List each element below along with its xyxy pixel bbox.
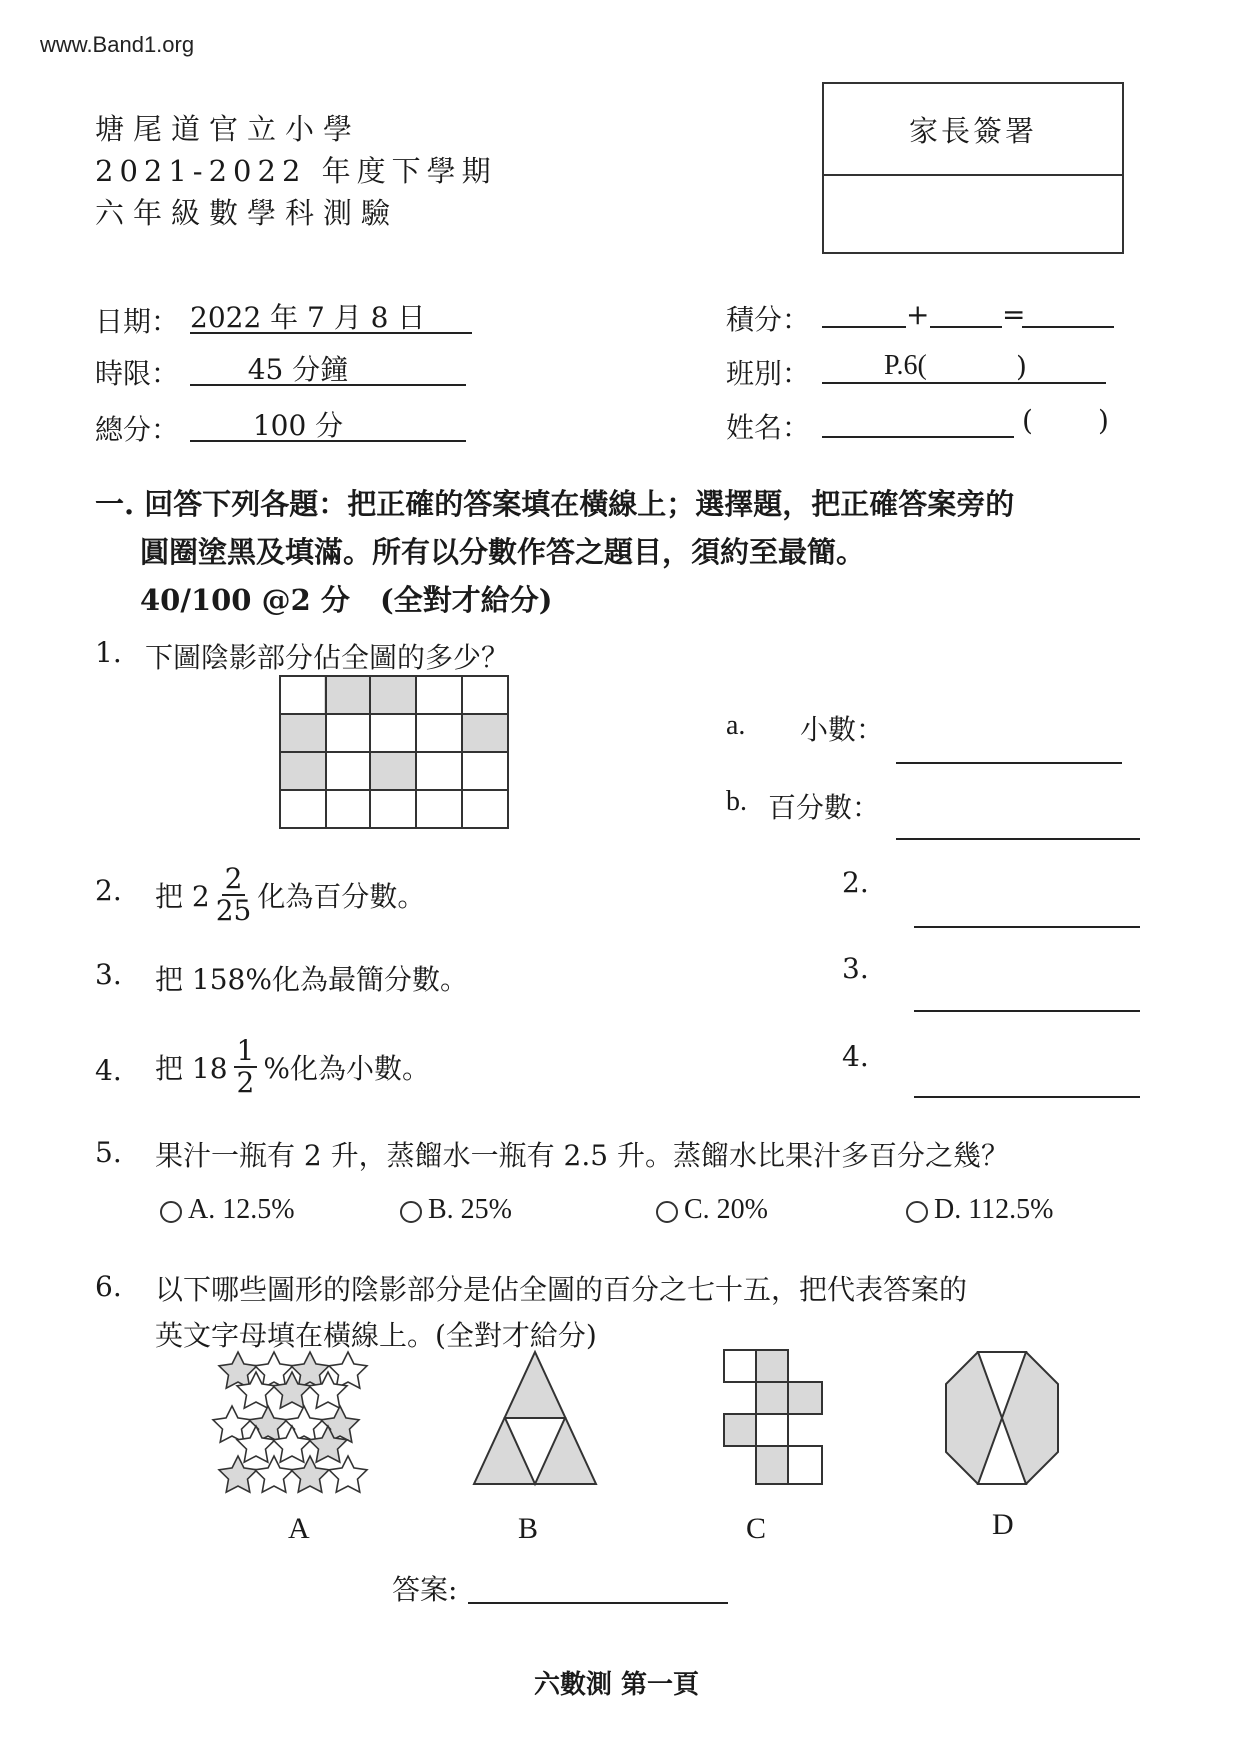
signature-area[interactable] [824,176,1122,252]
q5-option-a-label: A. 12.5% [188,1194,295,1225]
shape-b-triangle [470,1348,600,1488]
q5-option-c-label: C. 20% [684,1194,768,1225]
shape-label-a: A [288,1512,310,1545]
school-name: 塘尾道官立小學 [95,112,362,146]
name-field[interactable] [822,436,1014,438]
q2-answer-number: 2. [842,866,869,899]
date-field [190,296,472,334]
q3-answer-line[interactable] [914,1010,1140,1012]
q2-suffix: 化為百分數。 [257,880,426,913]
page-footer: 六數測 第一頁 [534,1670,700,1700]
q5-option-b[interactable] [400,1194,512,1226]
q1b-answer-line[interactable] [896,838,1140,840]
exam-title: 六年級數學科測驗 [95,196,400,230]
q5-option-a[interactable] [160,1194,295,1226]
star-row-2 [213,1406,359,1462]
q4-prefix: 把 18 [155,1052,228,1085]
score-field-2[interactable] [930,326,1002,328]
q5-option-b-label: B. 25% [428,1194,512,1225]
radio-circle-icon[interactable] [656,1201,678,1223]
q5-number: 5. [95,1136,122,1169]
q2-text [155,864,425,926]
signature-label: 家長簽署 [908,113,1037,148]
q3-answer-number: 3. [842,952,869,985]
q4-number: 4. [95,1054,122,1087]
watermark: www.Band1.org [40,32,195,57]
section-marks: 40/100 @2 分 [140,583,350,617]
q1-text: 下圖陰影部分佔全圖的多少？ [145,641,510,674]
star-row-3 [219,1456,367,1492]
q2-fraction [216,864,252,926]
shape-label-b: B [518,1512,539,1545]
class-close: ) [1016,350,1027,383]
q6-answer-line[interactable] [468,1602,728,1604]
section-instruction-2: 圓圈塗黑及填滿。所有以分數作答之題目，須約至最簡。 [140,535,866,569]
grid-shaded-cell [280,752,326,790]
q1a-text: 小數： [800,713,885,746]
q3-text: 把 158%化為最簡分數。 [155,963,468,996]
q1a-answer-line[interactable] [896,762,1122,764]
section-instruction-1: 一. 回答下列各題：把正確的答案填在橫線上；選擇題，把正確答案旁的 [95,487,1015,521]
q5-option-c[interactable] [656,1194,768,1226]
radio-circle-icon[interactable] [400,1201,422,1223]
q4-suffix: %化為小數。 [263,1052,430,1085]
q5-option-d[interactable] [906,1194,1054,1226]
shape-d-octagon [942,1348,1062,1488]
score-field-1[interactable] [822,326,906,328]
total-field [190,404,466,442]
time-field [190,348,466,386]
q4-numerator: 1 [234,1036,258,1068]
shape-label-d: D [992,1508,1014,1541]
q3-number: 3. [95,958,122,991]
grid-shaded-cell [370,752,416,790]
q2-prefix: 把 2 [155,880,210,913]
name-paren-open: ( [1022,404,1033,437]
q2-denominator: 25 [215,894,252,927]
q5-text: 果汁一瓶有 2 升，蒸餾水一瓶有 2.5 升。蒸餾水比果汁多百分之幾？ [155,1139,1009,1172]
grid-shaded-cell [280,714,326,752]
q2-numerator: 2 [222,864,246,896]
q2-number: 2. [95,874,122,907]
q4-answer-line[interactable] [914,1096,1140,1098]
q4-fraction [234,1036,258,1098]
section-marks-note: (全對才給分) [380,583,553,617]
q5-option-d-label: D. 112.5% [934,1194,1054,1225]
date-value: 2022 年 7 月 8 日 [190,301,426,334]
school-term: 2021-2022 年度下學期 [95,154,497,188]
shape-label-c: C [746,1512,767,1545]
q6-text-line2: 英文字母填在橫線上。(全對才給分) [155,1319,597,1352]
score-label: 積分： [726,303,811,336]
score-total-field[interactable] [1022,326,1114,328]
score-equals: = [1002,298,1026,331]
signature-header [824,84,1122,176]
radio-circle-icon[interactable] [906,1201,928,1223]
q1b-label: b. [726,786,747,817]
q4-text [155,1036,430,1098]
q6-answer-label: 答案: [392,1573,458,1606]
shape-a-stars [210,1348,390,1500]
parent-signature-box[interactable] [822,82,1124,254]
q4-answer-number: 4. [842,1040,869,1073]
date-label: 日期： [95,305,180,338]
class-field[interactable] [822,382,1106,384]
q2-answer-line[interactable] [914,926,1140,928]
q1-number: 1. [95,636,122,669]
total-label: 總分： [95,413,180,446]
name-label: 姓名： [726,411,811,444]
q4-denominator: 2 [236,1066,255,1099]
name-paren-close: ) [1098,404,1109,437]
class-label: 班別： [726,357,811,390]
grid-shaded-cell [324,676,370,714]
total-value: 100 分 [252,409,344,442]
shape-c-squares [722,1348,826,1488]
q1-grid-figure [278,674,510,830]
q6-number: 6. [95,1270,122,1303]
time-label: 時限： [95,357,180,390]
q1a-label: a. [726,710,746,741]
class-value: P.6( [884,350,927,381]
grid-shaded-cell [370,676,416,714]
time-value: 45 分鐘 [247,353,349,386]
radio-circle-icon[interactable] [160,1201,182,1223]
q1b-text: 百分數： [768,791,881,824]
grid-shaded-cell [462,714,508,752]
star-row-1 [219,1352,367,1408]
score-plus: + [906,298,930,331]
q6-text-line1: 以下哪些圖形的陰影部分是佔全圖的百分之七十五，把代表答案的 [155,1273,968,1306]
